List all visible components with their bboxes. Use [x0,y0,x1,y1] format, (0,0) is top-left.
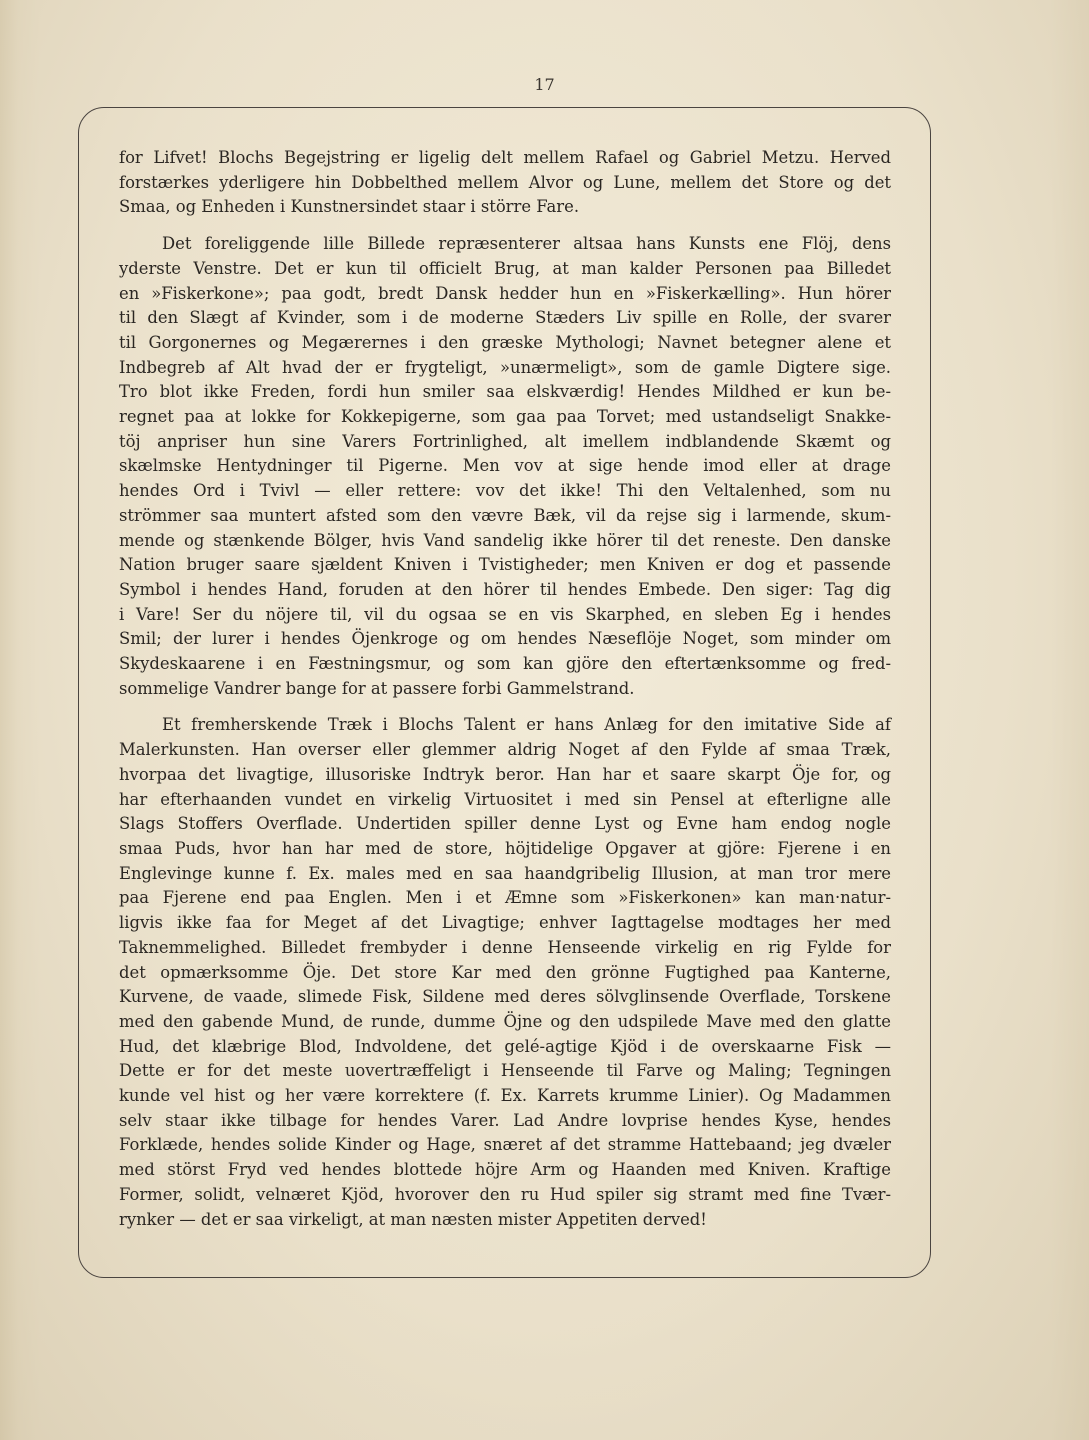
text-line: kunde vel hist og her være korrektere (f. Ex. Karrets krumme Linier). Og Madammen [119,1086,891,1106]
text-line: smaa Puds, hvor han har med de store, höjtidelige Opgaver at gjöre: Fjerene i en [119,838,891,858]
text-line: sommelige Vandrer bange for at passere forbi Gammelstrand. [119,678,635,698]
text-line: med störst Fryd ved hendes blottede höjre Arm og Haanden med Kniven. Kraftige [119,1160,891,1180]
text-line: yderste Venstre. Det er kun til officielt Brug, at man kalder Personen paa Billedet [119,258,891,278]
text-line: strömmer saa muntert afsted som den vævre Bæk, vil da rejse sig i larmende, skum- [119,505,891,525]
text-line: Kurvene, de vaade, slimede Fisk, Sildene med deres sölvglinsende Overflade, Torskene [119,987,891,1007]
text-line: Nation bruger saare sjældent Kniven i Tvistigheder; men Kniven er dog et passende [119,555,891,575]
text-line: mende og stænkende Bölger, hvis Vand sandelig ikke hörer til det reneste. Den danske [119,530,891,550]
text-line: det opmærksomme Öje. Det store Kar med den grönne Fugtighed paa Kanterne, [119,962,891,982]
text-line: Hud, det klæbrige Blod, Indvoldene, det gelé-agtige Kjöd i de overskaarne Fisk — [119,1036,891,1056]
text-line: en »Fiskerkone»; paa godt, bredt Dansk hedder hun en »Fiskerkælling». Hun hörer [119,283,891,303]
text-line: i Vare! Ser du nöjere til, vil du ogsaa se en vis Skarphed, en sleben Eg i hendes [119,604,891,624]
page-number: 17 [534,75,555,94]
text-line: forstærkes yderligere hin Dobbelthed mellem Alvor og Lune, mellem det Store og det [119,172,891,192]
text-line: Englevinge kunne f. Ex. males med en saa haandgribelig Illusion, at man tror mere [119,863,891,883]
text-line: skælmske Hentydninger til Pigerne. Men vov at sige hende imod eller at drage [119,456,891,476]
body-text [119,146,891,1244]
text-line: for Lifvet! Blochs Begejstring er ligelig delt mellem Rafael og Gabriel Metzu. Herved [119,148,891,167]
text-line: Smil; der lurer i hendes Öjenkroge og om hendes Næseflöje Noget, som minder om [119,629,891,649]
text-line: paa Fjerene end paa Englen. Men i et Æmne som »Fiskerkonen» kan man·natur- [119,888,891,908]
text-line: Smaa, og Enheden i Kunstnersindet staar i större Fare. [119,197,580,217]
text-line: Skydeskaarene i en Fæstningsmur, og som kan gjöre den eftertænksomme og fred- [119,654,891,674]
text-line: til den Slægt af Kvinder, som i de moderne Stæders Liv spille en Rolle, der svarer [119,308,891,328]
text-line: ligvis ikke faa for Meget af det Livagtige; enhver Iagttagelse modtages her med [119,913,891,933]
text-line: Tro blot ikke Freden, fordi hun smiler saa elskværdig! Hendes Mildhed er kun be- [119,382,891,402]
text-line: selv staar ikke tilbage for hendes Varer. Lad Andre lovprise hendes Kyse, hendes [119,1110,891,1130]
text-line: rynker — det er saa virkeligt, at man næsten mister Appetiten derved! [119,1209,707,1229]
text-line: regnet paa at lokke for Kokkepigerne, som gaa paa Torvet; med ustandseligt Snakke- [119,407,891,427]
paragraph-1 [119,146,891,220]
text-line: Malerkunsten. Han overser eller glemmer aldrig Noget af den Fylde af smaa Træk, [119,740,891,760]
text-line: töj anpriser hun sine Varers Fortrinlighed, alt imellem indblandende Skæmt og [119,431,891,451]
text-line: Indbegreb af Alt hvad der er frygteligt, »unærmeligt», som de gamle Digtere sige. [119,357,891,377]
text-line: til Gorgonernes og Megærernes i den græske Mythologi; Navnet betegner alene et [119,332,891,352]
text-line: har efterhaanden vundet en virkelig Virtuositet i med sin Pensel at efterligne alle [119,789,891,809]
text-line: Forklæde, hendes solide Kinder og Hage, snæret af det stramme Hattebaand; jeg dvæler [119,1135,891,1155]
text-line: Taknemmelighed. Billedet frembyder i denne Henseende virkelig en rig Fylde for [119,937,891,957]
text-line: Slags Stoffers Overflade. Undertiden spiller denne Lyst og Evne ham endog nogle [119,814,891,834]
text-line: Dette er for det meste uovertræffeligt i Henseende til Farve og Maling; Tegningen [119,1061,891,1081]
text-line: Symbol i hendes Hand, foruden at den hörer til hendes Embede. Den siger: Tag dig [119,579,891,599]
text-line: med den gabende Mund, de runde, dumme Öjne og den udspilede Mave med den glatte [119,1011,891,1031]
text-line: Det foreliggende lille Billede repræsenterer altsaa hans Kunsts ene Flöj, dens [162,234,891,254]
text-line: hvorpaa det livagtige, illusoriske Indtryk beror. Han har et saare skarpt Öje for, og [119,764,891,784]
paragraph-3 [119,713,891,1232]
text-line: Et fremherskende Træk i Blochs Talent er hans Anlæg for den imitative Side af [162,715,891,735]
paragraph-2 [119,232,891,701]
text-line: Former, solidt, velnæret Kjöd, hvorover den ru Hud spiler sig stramt med fine Tvær- [119,1184,891,1204]
text-line: hendes Ord i Tvivl — eller rettere: vov det ikke! Thi den Veltalenhed, som nu [119,481,891,501]
